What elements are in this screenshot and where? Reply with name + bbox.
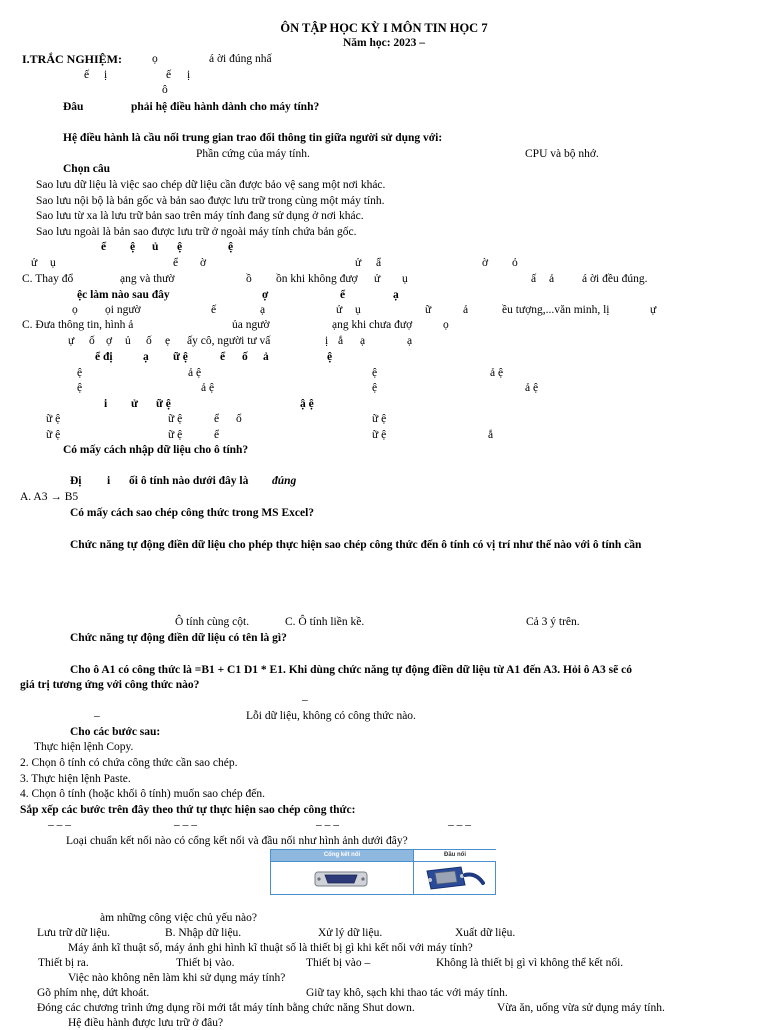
question-15: Loại chuẩn kết nối nào có cổng kết nối và đầu nối như hình ảnh dưới đây? — [66, 835, 408, 847]
page-title: ÔN TẬP HỌC KỲ I MÔN TIN HỌC 7 — [280, 21, 488, 35]
fragment-row — [0, 428, 768, 442]
option: Thiết bị ra. — [38, 957, 89, 969]
table-header-plug: Đầu nối — [413, 850, 496, 861]
text-fragment: ắ — [488, 429, 494, 441]
options-row — [0, 986, 768, 1000]
option: Không là thiết bị gì vì không thể kết nối. — [436, 957, 624, 969]
text-fragment: ạ — [407, 335, 413, 347]
text-fragment: – — [94, 710, 100, 722]
options-row — [0, 1001, 768, 1015]
text-fragment: ữ ệ — [168, 429, 183, 441]
question-5 — [0, 288, 768, 302]
option: Gõ phím nhẹ, dứt khoát. — [37, 987, 150, 999]
question-10: Có mấy cách sao chép công thức trong MS Excel? — [70, 507, 315, 519]
text-fragment: – – – — [174, 819, 197, 831]
fragment-row — [0, 83, 768, 97]
text-fragment: ủ — [152, 241, 159, 253]
table-rule — [413, 861, 414, 894]
option: C. Thay đổ — [22, 273, 74, 285]
text-fragment: ệ — [228, 241, 234, 253]
fragment-row — [0, 334, 768, 348]
text-fragment: ỏ — [512, 257, 518, 269]
text-fragment: Đị — [70, 475, 82, 487]
option: Xử lý dữ liệu. — [318, 927, 383, 939]
text-fragment: ữ — [425, 304, 432, 316]
text-fragment: ử — [355, 257, 362, 269]
option: C. Ô tính liền kề. — [285, 616, 365, 628]
text-fragment: ậ ệ — [300, 398, 314, 410]
question-11: Chức năng tự động điền dữ liệu cho phép thực hiện sao chép công thức đến ô tính có vị trí như thế nào với ô tính cần — [70, 539, 642, 551]
text-fragment: ắ — [338, 335, 344, 347]
option: Giữ tay khô, sạch khi thao tác với máy tính. — [306, 987, 508, 999]
text-fragment: ọ — [72, 304, 78, 316]
text-fragment: ụ — [50, 257, 56, 269]
text-fragment: ử — [131, 398, 138, 410]
question-6 — [0, 350, 768, 364]
question-2: Hệ điều hành là cầu nối trung gian trao đổi thông tin giữa người sử dụng với: — [63, 132, 443, 144]
text-fragment: ệ — [372, 367, 378, 379]
text-fragment: ẹ — [165, 335, 171, 347]
section-heading-row — [0, 52, 768, 66]
option: Cả 3 ý trên. — [526, 616, 580, 628]
text-fragment: ệ — [177, 241, 183, 253]
text-fragment: ế — [84, 69, 90, 81]
text-fragment: ị — [187, 69, 191, 81]
options-row — [0, 318, 768, 332]
option: CPU và bộ nhớ. — [525, 148, 599, 160]
text-fragment: á ời đúng nhấ — [209, 53, 272, 65]
text-fragment: ự — [68, 335, 75, 347]
text-fragment: ử — [31, 257, 38, 269]
option: Vừa ăn, uống vừa sử dụng máy tính. — [497, 1002, 665, 1014]
text-fragment: ệ — [372, 382, 378, 394]
school-year: Năm học: 2023 – — [342, 37, 426, 49]
question-18: Việc nào không nên làm khi sử dụng máy tính? — [68, 972, 286, 984]
text-fragment: ồ — [246, 273, 252, 285]
text-fragment: ể đị — [95, 351, 113, 363]
text-fragment: ả — [463, 304, 469, 316]
text-fragment: ấ — [531, 273, 537, 285]
question-14: Cho các bước sau: — [70, 726, 161, 738]
question-text: Đâu — [63, 101, 84, 113]
option: Ô tính cùng cột. — [175, 616, 250, 628]
text-fragment: ố — [242, 351, 248, 363]
fragment-row — [0, 68, 768, 82]
text-fragment: – – – — [316, 819, 339, 831]
text-fragment: ả — [549, 273, 555, 285]
text-fragment: ố — [236, 413, 242, 425]
option: Sao lưu từ xa là lưu trữ bản sao trên máy tính đang sử dụng ở nơi khác. — [36, 210, 364, 222]
answer-dashes — [0, 818, 768, 832]
emphasis: đúng — [272, 475, 297, 487]
text-fragment: – — [302, 694, 308, 706]
option: Sao lưu ngoài là bản sao được lưu trữ ở ngoài máy tính chứa bản gốc. — [36, 226, 357, 238]
text-fragment: ạ — [393, 289, 399, 301]
option: Thiết bị vào – — [306, 957, 371, 969]
text-fragment: i — [107, 475, 111, 487]
section-heading: I.TRẮC NGHIỆM: — [22, 52, 123, 66]
text-fragment: i — [104, 398, 108, 410]
text-fragment: ờ — [200, 257, 207, 269]
text-fragment: ủa ngườ — [232, 319, 270, 331]
option: B. Nhập dữ liệu. — [165, 927, 242, 939]
options-row — [0, 956, 768, 970]
text-fragment: ự — [650, 304, 657, 316]
options-row — [0, 709, 768, 723]
question-8: Có mấy cách nhập dữ liệu cho ô tính? — [63, 444, 249, 456]
question-7 — [0, 397, 768, 411]
text-fragment: ể — [214, 429, 220, 441]
option: á ời đều đúng. — [582, 273, 648, 285]
option: Sao lưu dữ liệu là việc sao chép dữ liệu cần được bảo vệ sang một nơi khác. — [36, 179, 386, 191]
question-text: ệc làm nào sau đây — [77, 289, 170, 301]
fragment-row — [0, 366, 768, 380]
text-fragment: ọi ngườ — [105, 304, 141, 316]
text-fragment: ạ — [260, 304, 266, 316]
question-19: Hệ điều hành được lưu trữ ở đâu? — [68, 1017, 224, 1029]
option: Sao lưu nội bộ là bản gốc và bản sao được lưu trữ trong cùng một máy tính. — [36, 195, 385, 207]
question-9 — [0, 474, 768, 488]
text-fragment: ữ ệ — [46, 413, 61, 425]
text-fragment: ọ — [443, 319, 449, 331]
text-fragment: ợ — [106, 335, 113, 347]
text-fragment: ả ệ — [201, 382, 215, 394]
text-fragment: ệ — [77, 367, 83, 379]
text-fragment: ều tượng,...văn minh, lị — [502, 304, 610, 316]
text-fragment: ồn khi không đượ — [276, 273, 358, 285]
text-fragment: ạ — [143, 351, 149, 363]
fragment-row — [0, 693, 768, 707]
text-fragment: ị — [104, 69, 108, 81]
text-fragment: ố — [146, 335, 152, 347]
question-14-prompt: Sắp xếp các bước trên đây theo thứ tự thực hiện sao chép công thức: — [20, 804, 356, 816]
text-fragment: ể — [173, 257, 179, 269]
option: Đóng các chương trình ứng dụng rồi mới tắt máy tính bằng chức năng Shut down. — [37, 1002, 415, 1014]
step: 4. Chọn ô tính (hoặc khối ô tính) muốn sao chép đến. — [20, 788, 265, 800]
question-text: phải hệ điều hành dành cho máy tính? — [131, 101, 320, 113]
text-fragment: ợ — [262, 289, 269, 301]
table-header-port: Cổng kết nối — [271, 850, 413, 861]
text-fragment: ờ — [482, 257, 489, 269]
question-17: Máy ảnh kĩ thuật số, máy ảnh ghi hình kĩ thuật số là thiết bị gì khi kết nối với máy tính? — [68, 942, 473, 954]
vga-port-icon — [311, 868, 371, 890]
fragment-row — [0, 381, 768, 395]
question-16: àm những công việc chủ yếu nào? — [100, 912, 257, 924]
option: Phần cứng của máy tính. — [196, 148, 310, 160]
fragment-row — [0, 256, 768, 270]
text-fragment: ạ — [360, 335, 366, 347]
option: A. A3 → B5 — [20, 491, 79, 503]
option: Thiết bị vào. — [176, 957, 235, 969]
question-12: Chức năng tự động điền dữ liệu có tên là gì? — [70, 632, 287, 644]
question-text: ối ô tính nào dưới đây là — [129, 475, 249, 487]
text-fragment: ạng và thườ — [120, 273, 175, 285]
text-fragment: ử — [336, 304, 343, 316]
question-4 — [0, 240, 768, 254]
text-fragment: ụ — [355, 304, 361, 316]
question-3: Chọn câu — [63, 163, 110, 175]
table-rule — [271, 861, 495, 862]
text-fragment: ị — [325, 335, 329, 347]
text-fragment: ệ — [327, 351, 333, 363]
options-row — [0, 926, 768, 940]
text-fragment: ả ệ — [525, 382, 539, 394]
text-fragment: ể — [340, 289, 346, 301]
text-fragment: ẩ — [376, 257, 382, 269]
connector-table — [270, 849, 496, 895]
text-fragment: ố — [89, 335, 95, 347]
options-row — [0, 615, 768, 629]
text-fragment: ữ ệ — [372, 413, 387, 425]
step: 2. Chọn ô tính có chứa công thức cần sao chép. — [20, 757, 238, 769]
fragment-row — [0, 412, 768, 426]
text-fragment: ể — [220, 351, 226, 363]
text-fragment: – – – — [48, 819, 71, 831]
text-fragment: ữ ệ — [46, 429, 61, 441]
text-fragment: ữ ệ — [372, 429, 387, 441]
text-fragment: ạng khi chưa đượ — [332, 319, 413, 331]
option: Xuất dữ liệu. — [455, 927, 516, 939]
vga-plug-icon — [421, 863, 487, 893]
text-fragment: ả ệ — [490, 367, 504, 379]
text-fragment: ủ — [125, 335, 131, 347]
options-row — [0, 147, 768, 161]
step: 3. Thực hiện lệnh Paste. — [20, 773, 131, 785]
text-fragment: ô — [162, 84, 168, 96]
text-fragment: ụ — [402, 273, 408, 285]
text-fragment: ể — [101, 241, 107, 253]
text-fragment: ữ ệ — [156, 398, 171, 410]
options-row — [0, 272, 768, 286]
text-fragment: ả — [263, 351, 269, 363]
option: C. Đưa thông tin, hình ả — [22, 319, 134, 331]
text-fragment: ử — [374, 273, 381, 285]
text-fragment: ể — [214, 413, 220, 425]
text-fragment: ệ — [130, 241, 136, 253]
text-fragment: ọ — [152, 53, 158, 65]
text-fragment: ế — [166, 69, 172, 81]
question-13: Cho ô A1 có công thức là =B1 + C1 D1 * E1. Khi dùng chức năng tự động điền dữ liệu từ A1 đến A3. Hỏi ô A3 sẽ có — [70, 664, 632, 676]
text-fragment: ấy cô, người tư vấ — [187, 335, 271, 347]
text-fragment: ữ ệ — [173, 351, 188, 363]
fragment-row — [0, 303, 768, 317]
text-fragment: ữ ệ — [168, 413, 183, 425]
option: Lưu trữ dữ liệu. — [37, 927, 110, 939]
text-fragment: ệ — [77, 382, 83, 394]
text-fragment: ả ệ — [188, 367, 202, 379]
question-13-cont: giá trị tương ứng với công thức nào? — [20, 679, 200, 691]
text-fragment: – – – — [448, 819, 471, 831]
question-1 — [0, 100, 768, 114]
option: Lỗi dữ liệu, không có công thức nào. — [246, 710, 416, 722]
step: Thực hiện lệnh Copy. — [34, 741, 134, 753]
text-fragment: ế — [211, 304, 217, 316]
